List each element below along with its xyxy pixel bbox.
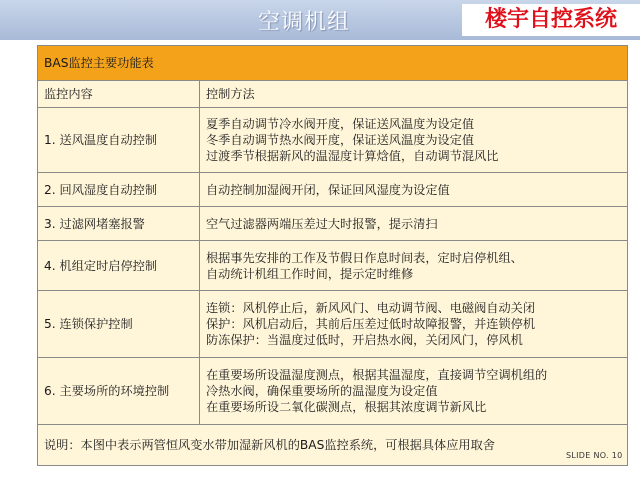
method-line: 空气过滤器两端压差过大时报警，提示清扫 xyxy=(206,216,438,231)
method-line: 自动统计机组工作时间，提示定时维修 xyxy=(206,266,414,281)
table-title: BAS监控主要功能表 xyxy=(38,46,628,81)
row-method xyxy=(200,207,628,241)
row-item: 4. 机组定时启停控制 xyxy=(38,241,200,291)
row-item: 1. 送风温度自动控制 xyxy=(38,108,200,173)
note-row xyxy=(38,425,628,466)
method-line: 冬季自动调节热水阀开度，保证送风温度为设定值 xyxy=(206,133,475,147)
table-row xyxy=(38,358,628,425)
method-line: 在重要场所设二氧化碳测点，根据其浓度调节新风比 xyxy=(206,400,487,414)
brand-label: 楼宇自控系统 xyxy=(462,4,640,36)
function-table xyxy=(37,45,628,466)
table-row xyxy=(38,207,628,241)
method-line: 夏季自动调节冷水阀开度，保证送风温度为设定值 xyxy=(206,117,475,131)
method-line: 过渡季节根据新风的温湿度计算焓值，自动调节混风比 xyxy=(206,149,499,163)
method-line: 防冻保护：当温度过低时，开启热水阀，关闭风门，停风机 xyxy=(206,333,523,347)
table-title-row xyxy=(38,46,628,81)
column-header-row xyxy=(38,81,628,108)
method-line: 连锁：风机停止后，新风风门、电动调节阀、电磁阀自动关闭 xyxy=(206,301,536,315)
table-row xyxy=(38,241,628,291)
column-header-item: 监控内容 xyxy=(38,81,200,108)
row-method xyxy=(200,173,628,207)
method-line: 自动控制加湿阀开闭，保证回风湿度为设定值 xyxy=(206,182,450,197)
method-line: 在重要场所设温湿度测点，根据其温湿度，直接调节空调机组的 xyxy=(206,368,548,382)
row-method xyxy=(200,108,628,173)
page-title: 空调机组 xyxy=(258,10,351,35)
row-method xyxy=(200,291,628,358)
row-item: 6. 主要场所的环境控制 xyxy=(38,358,200,425)
row-item: 2. 回风湿度自动控制 xyxy=(38,173,200,207)
row-item: 5. 连锁保护控制 xyxy=(38,291,200,358)
function-table-container xyxy=(37,45,627,466)
table-row xyxy=(38,108,628,173)
table-row xyxy=(38,173,628,207)
method-line: 根据事先安排的工作及节假日作息时间表，定时启停机组、 xyxy=(206,250,523,265)
header-bar xyxy=(0,0,640,40)
method-line: 冷热水阀，确保重要场所的温湿度为设定值 xyxy=(206,384,438,398)
table-row xyxy=(38,291,628,358)
table-note: 说明：本图中表示两管恒风变水带加湿新风机的BAS监控系统，可根据具体应用取舍 xyxy=(38,425,628,466)
row-item: 3. 过滤网堵塞报警 xyxy=(38,207,200,241)
column-header-method: 控制方法 xyxy=(200,81,628,108)
slide-number: SLIDE NO. 10 xyxy=(566,451,623,460)
row-method xyxy=(200,241,628,291)
method-line: 保护：风机启动后，其前后压差过低时故障报警，并连锁停机 xyxy=(206,317,536,331)
row-method xyxy=(200,358,628,425)
